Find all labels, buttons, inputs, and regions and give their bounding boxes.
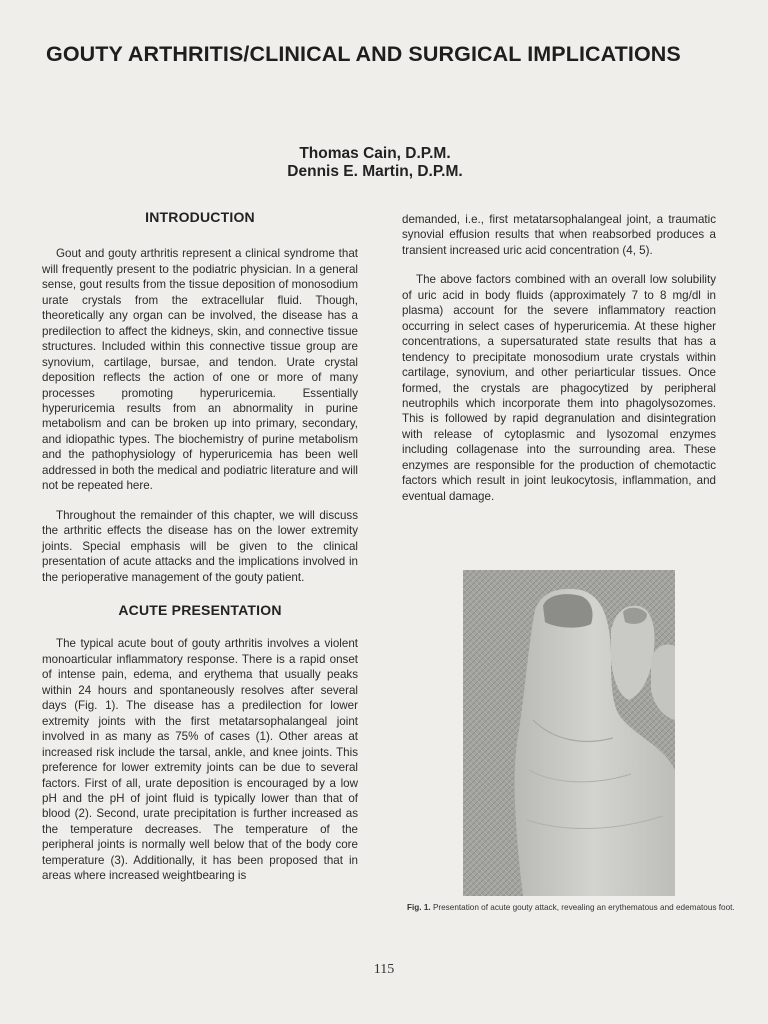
foot-photo-image	[463, 570, 675, 896]
body-paragraph: demanded, i.e., first metatarsophalangeal joint, a traumatic synovial effusion results that when reabsorbed produces a transient increased uric acid concentration (4, 5).	[402, 213, 716, 257]
body-paragraph: The typical acute bout of gouty arthritis involves a violent monoarticular inflammatory response. There is a rapid onset of intense pain, edema, and erythema that usually peaks within 24 hours and spontaneously resolves after several days (Fig. 1). The disease has a predilection for lower extremity joints with the first metatarsophalangeal joint involved in as many as 75% of cases (1). Other areas at increased risk include the tarsal, ankle, and knee joints. This preference for lower extremity joints can be due to several factors. First of all, urate deposition is encouraged by a low pH and the pH of joint fluid is typically lower than that of blood (2). Second, urate precipitation is further increased as the temperature decreases. The temperature of the peripheral joints is normally well below that of the body core temperature (3). Additionally, it has been proposed that in areas where increased weightbearing is	[42, 637, 358, 883]
author-block	[240, 145, 510, 181]
author-name: Thomas Cain, D.P.M.	[299, 145, 451, 162]
page-number: 115	[373, 962, 395, 977]
body-paragraph: Gout and gouty arthritis represent a clinical syndrome that will frequently present to the podiatric physician. In a general sense, gout results from the tissue deposition of monosodium urate crystals from the extracellular fluid. Though, theoretically any organ can be involved, the disease has a predilection to affect the kidneys, skin, and connective tissue structures. Included within this connective tissue group are synovium, cartilage, bursae, and tendon. Urate crystal deposition reflects the action of one or more of many processes promoting hyperuricemia. Essentially hyperuricemia results from an abnormality in purine metabolism and can be broken up into primary, secondary, and idiopathic types. The biochemistry of purine metabolism and the pathophysiology of hyperuricemia has been well addressed in both the medical and podiatric literature and will not be repeated here.	[42, 247, 358, 493]
figure-caption-text: Presentation of acute gouty attack, revealing an erythematous and edematous foot.	[432, 903, 735, 912]
body-paragraph: Throughout the remainder of this chapter, we will discuss the arthritic effects the disease has on the lower extremity joints. Special emphasis will be given to the clinical presentation of acute attacks and the implications involved in the perioperative management of the gouty patient.	[42, 508, 358, 584]
right-column	[402, 212, 716, 504]
body-paragraph: The above factors combined with an overall low solubility of uric acid in body fluids (approximately 7 to 8 mg/dl in plasma) account for the severe inflammatory reaction occurring in select cases of hyperuricemia. At these higher concentrations, a supersaturated state results that has a tendency to precipitate monosodium urate crystals within cartilage, synovium, and other periarticular tissues. Once formed, the crystals are phagocytized by peripheral neutrophils which incorporate them into phagolysozomes. This is followed by rapid degranulation and disintegration with release of cytoplasmic and lysozomal enzymes including collagenase into the surrounding area. These enzymes are responsible for the production of chemotactic factors which result in joint leukocytosis, inflammation, and eventual damage.	[402, 273, 716, 503]
figure-caption	[407, 902, 737, 914]
left-column	[42, 210, 358, 884]
figure-foot-photo	[463, 570, 675, 896]
figure-label: Fig. 1.	[407, 903, 431, 912]
section-heading-introduction: INTRODUCTION	[145, 209, 255, 225]
author-name: Dennis E. Martin, D.P.M.	[287, 163, 463, 180]
section-heading-acute-presentation: ACUTE PRESENTATION	[118, 601, 282, 618]
article-title: GOUTY ARTHRITIS/CLINICAL AND SURGICAL IMPLICATIONS	[46, 42, 681, 66]
